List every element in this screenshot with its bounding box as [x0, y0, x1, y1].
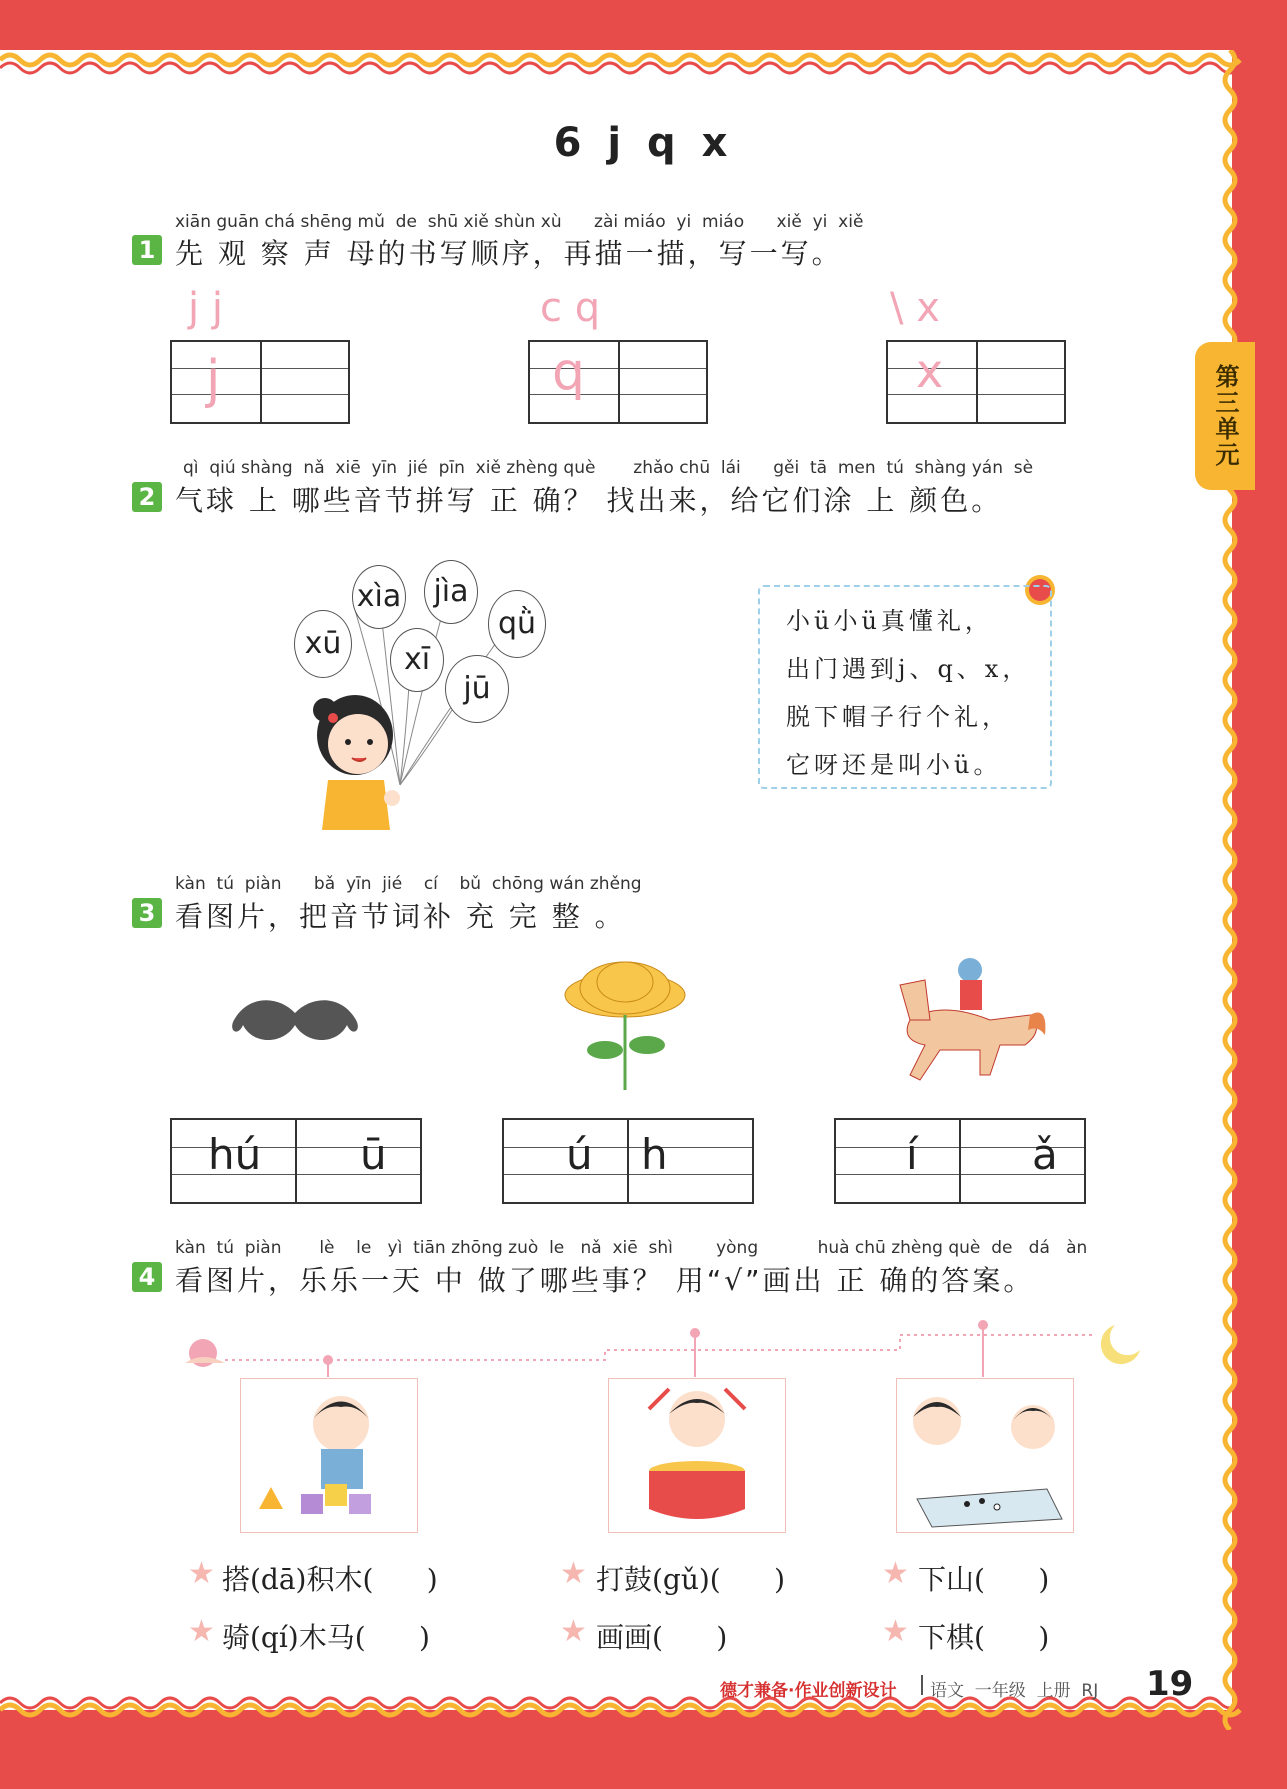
- wavy-border-right: [1205, 50, 1245, 1730]
- q1-number: 1: [132, 235, 162, 265]
- footer-meta: 语文 一年级 上册 RJ: [930, 1681, 1099, 1701]
- pinyin-grid-2[interactable]: [502, 1118, 754, 1204]
- balloon-xu[interactable]: xū: [294, 610, 352, 678]
- poem-box: [758, 585, 1052, 789]
- star-icon: ★: [560, 1556, 587, 1591]
- star-icon: ★: [882, 1614, 909, 1649]
- picture-drum: [608, 1378, 786, 1533]
- poem-line-4: 它呀还是叫小ü。: [786, 751, 1002, 779]
- star-icon: ★: [188, 1556, 215, 1591]
- unit-tab: 第三单元: [1195, 342, 1255, 490]
- q1-instruction: 先 观 察 声 母的书写顺序，再描一描，写一写。: [175, 237, 843, 270]
- footer-divider: [921, 1675, 923, 1695]
- day-timeline: [165, 1305, 1150, 1385]
- grid1-left-syllable: hú: [208, 1130, 262, 1179]
- balloon-xia[interactable]: xìa: [352, 565, 406, 629]
- poem-line-1: 小ü小ü真懂礼，: [786, 607, 993, 635]
- picture-building-blocks: [240, 1378, 418, 1533]
- q4-instruction: 看图片，乐乐一天 中 做了哪些事？ 用“√”画出 正 确的答案。: [175, 1264, 1035, 1297]
- grid3-left-syllable: í: [906, 1130, 918, 1179]
- option-building-blocks[interactable]: 搭(dā)积木( ): [222, 1563, 438, 1596]
- q2-pinyin: qì qiú shàng nǎ xiē yīn jié pīn xiě zhèng què zhǎo chū lái gěi tā men tú shàng yán sè: [183, 458, 1034, 478]
- q1-pinyin: xiān guān chá shēng mǔ de shū xiě shùn xù zài miáo yi miáo xiě yi xiě: [175, 212, 864, 232]
- page-number: 19: [1146, 1664, 1194, 1704]
- girl-illustration: [300, 680, 410, 840]
- balloon-ju[interactable]: jū: [445, 655, 509, 723]
- letter-j-strokes: j j: [188, 285, 223, 331]
- writing-grid-q[interactable]: [528, 340, 708, 424]
- balloon-qu[interactable]: qǜ: [488, 590, 546, 658]
- option-down-hill[interactable]: 下山( ): [918, 1563, 1050, 1596]
- star-icon: ★: [560, 1614, 587, 1649]
- option-drawing[interactable]: 画画( ): [596, 1621, 728, 1654]
- q4-pinyin: kàn tú piàn lè le yì tiān zhōng zuò le nǎ xiē shì yòng huà chū zhèng què de dá àn: [175, 1238, 1088, 1258]
- grid2-right-syllable: h: [641, 1130, 668, 1179]
- grid2-left-syllable: ú: [566, 1130, 593, 1179]
- wavy-border-top: [0, 40, 1245, 80]
- star-icon: ★: [882, 1556, 909, 1591]
- pinyin-grid-3[interactable]: [834, 1118, 1086, 1204]
- balloon-jia[interactable]: jìa: [424, 560, 478, 624]
- writing-grid-j[interactable]: [170, 340, 350, 424]
- option-rocking-horse[interactable]: 骑(qí)木马( ): [222, 1621, 430, 1654]
- q2-instruction: 气球 上 哪些音节拼写 正 确？ 找出来，给它们涂 上 颜色。: [175, 484, 1003, 517]
- letter-x-strokes: \ x: [890, 285, 940, 331]
- pinyin-grid-1[interactable]: [170, 1118, 422, 1204]
- horse-rider-image: [880, 950, 1050, 1095]
- footer-brand: 德才兼备·作业创新设计: [720, 1681, 897, 1701]
- trace-letter-x: x: [916, 344, 944, 398]
- grid3-right-syllable: ǎ: [1032, 1130, 1058, 1179]
- option-chess[interactable]: 下棋( ): [918, 1621, 1050, 1654]
- poem-line-3: 脱下帽子行个礼，: [786, 703, 1010, 731]
- letter-q-strokes: c q: [540, 285, 601, 331]
- q3-number: 3: [132, 898, 162, 928]
- q2-number: 2: [132, 482, 162, 512]
- lesson-title: 6 j q x: [553, 120, 734, 166]
- chrysanthemum-image: [555, 950, 695, 1095]
- q3-instruction: 看图片，把音节词补 充 完 整 。: [175, 900, 626, 933]
- wavy-border-bottom: [0, 1695, 1245, 1735]
- balloon-xi[interactable]: xī: [390, 628, 444, 692]
- trace-letter-j: j: [206, 350, 221, 410]
- writing-grid-x[interactable]: [886, 340, 1066, 424]
- option-drum[interactable]: 打鼓(gǔ)( ): [596, 1563, 786, 1596]
- grid1-right-syllable: ū: [360, 1130, 387, 1179]
- poem-line-2: 出门遇到j、q、x，: [786, 655, 1031, 683]
- trace-letter-q: q: [552, 342, 586, 402]
- q3-pinyin: kàn tú piàn bǎ yīn jié cí bǔ chōng wán zhěng: [175, 874, 642, 894]
- picture-chess: [896, 1378, 1074, 1533]
- mustache-image: [228, 995, 363, 1050]
- star-icon: ★: [188, 1614, 215, 1649]
- q4-number: 4: [132, 1262, 162, 1292]
